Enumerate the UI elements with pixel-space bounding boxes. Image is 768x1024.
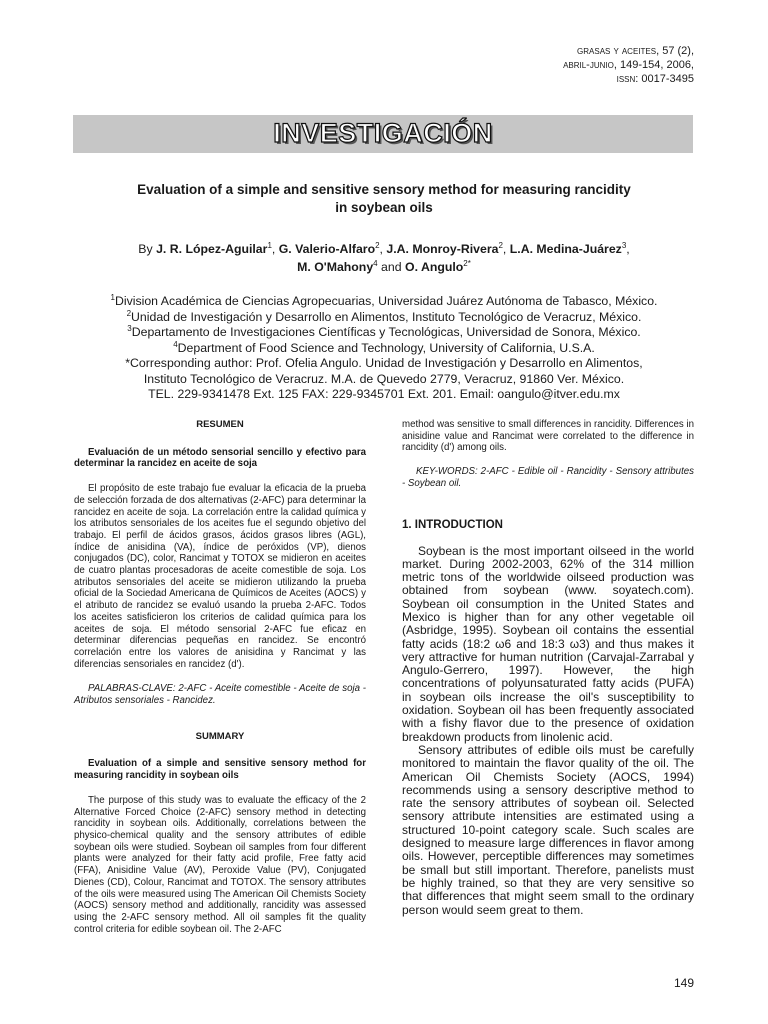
author-6-affil: 2* [463, 258, 471, 268]
author-1: J. R. López-Aguilar [156, 242, 268, 256]
summary-heading: SUMMARY [195, 730, 245, 742]
authors-line-1: By J. R. López-Aguilar$^1$, G. Valerio-Alfaro$^2$, J.A. Monroy-Rivera$^2$, L.A. Medina-Juárez$^3$, [138, 240, 630, 256]
banner-title: INVESTIGACIÓN [273, 118, 493, 148]
introduction-paragraph-1: Soybean is the most important oilseed in the world market. During 2002-2003, 62% of the 314 million metric tons of the worldwide oilseed production was obtained from soybean (www. soyatech.com). Soybean oil consumption in the United States and Mexico is higher than for any other vegetable oil (Asbridge, 1995). Soybean oil contains the essential fatty acids (18:2 ω6 and 18:3 ω3) and thus makes it very attractive for human nutrition (Carvajal-Zarrabal y Angulo-Gerrero, 1997). However, the high concentrations of polyunsaturated fatty acids (PUFA) in soybean oils increase the oil's susceptibility to oxidation. Soybean oil has been frequently associated with a fishy flavor due to the presence of oxidation breakdown products from linolenic acid. [402, 543, 694, 744]
affiliation-2: $^2$Unidad de Investigación y Desarrollo en Alimentos, Instituto Tecnológico de Veracruz, México. [126, 308, 642, 324]
title-line-1: Evaluation of a simple and sensitive sensory method for measuring rancidity [137, 182, 631, 197]
resumen-subtitle: Evaluación de un método sensorial sencillo y efectivo para determinar la rancidez en aceite de soja [74, 446, 366, 470]
page-number: 149 [673, 976, 694, 990]
author-5-affil: 4 [373, 258, 378, 268]
author-2-affil: 2 [375, 240, 380, 250]
left-column [74, 419, 366, 948]
journal-name: grasas y aceites [577, 45, 657, 57]
introduction-paragraph-2: Sensory attributes of edible oils must be carefully monitored to maintain the flavor quality of the oil. The American Oil Chemists Society (AOCS, 1994) recommends using a sensory descriptive method to rate the sensory attributes of soybean oil. Selected sensory attribute intensities are estimated using a structured 10-point category scale. Such scales are designed to measure large differences in flavor among oils. However, perceptible differences may sometimes be small but still important. Therefore, panelists must be highly trained, so that they are very sensitive so that differences that might seem small to the ordinary person would seem great to them. [402, 742, 694, 917]
summary-subtitle: Evaluation of a simple and sensitive sensory method for measuring rancidity in soybean oils [74, 758, 366, 782]
affiliation-1: $^1$Division Académica de Ciencias Agropecuarias, Universidad Juárez Autónoma de Tabasco, México. [110, 292, 658, 308]
and-label: and [381, 260, 402, 274]
introduction-heading: 1. INTRODUCTION [402, 518, 503, 531]
title-line-2: in soybean oils [335, 200, 433, 215]
author-4-affil: 3 [621, 240, 627, 250]
affiliation-4: $^4$Department of Food Science and Technology, University of California, U.S.A. [173, 339, 595, 355]
author-2: G. Valerio-Alfaro [278, 242, 376, 256]
summary-keywords: KEY-WORDS: 2-AFC - Edible oil - Rancidity - Sensory attributes - Soybean oil. [402, 466, 694, 489]
corresponding-author-1: *Corresponding author: Prof. Ofelia Angulo. Unidad de Investigación y Desarrollo en Alimentos, [125, 356, 643, 370]
author-4: L.A. Medina-Juárez [509, 242, 622, 256]
author-5: M. O'Mahony [297, 260, 374, 274]
by-label: By [138, 242, 153, 256]
right-column [402, 419, 694, 917]
journal-reference [563, 44, 694, 86]
summary-body: The purpose of this study was to evaluate the efficacy of the 2 Alternative Forced Choice (2-AFC) sensory method in detecting rancidity in soybean oils. Additionally, correlations between the physico-chemical quality and the sensory attributes of edible soybean oils were studied. Soybean oil samples from four different plants were analyzed for their fatty acid profile, Free fatty acid (FFA), Anisidine Value (AV), Peroxide Value (PV), Conjugated Dienes (CD), Colour, Rancimat and TOTOX. The sensory attributes of the oils were measured using The American Oil Chemists Society (AOCS) sensory method and additionally, rancidity was assessed using the 2-AFC sensory method. All oil samples fit the quality control criteria for edible soybean oil. The 2-AFC [74, 794, 366, 935]
author-3-affil: 2 [498, 240, 503, 250]
resumen-keywords: PALABRAS-CLAVE: 2-AFC - Aceite comestible - Aceite de soja - Atributos sensoriales - Rancidez. [74, 683, 366, 707]
section-banner [73, 115, 693, 153]
journal-line-1: grasas y aceites, 57 (2), [577, 45, 694, 57]
author-3: J.A. Monroy-Rivera [386, 242, 499, 256]
corresponding-author-2: Instituto Tecnológico de Veracruz. M.A. de Quevedo 2779, Veracruz, 91860 Ver. México. [143, 371, 625, 386]
journal-line-3 [563, 72, 694, 86]
author-list [80, 240, 688, 276]
author-1-affil: 1 [267, 240, 272, 250]
author-6: O. Angulo [405, 260, 464, 274]
journal-line-2: abril-junio, 149-154, 2006, [563, 59, 694, 71]
journal-volume: 57 (2), [662, 45, 694, 57]
affiliations [60, 294, 708, 403]
authors-line-2 [80, 258, 688, 276]
resumen-body: El propósito de este trabajo fue evaluar la eficacia de la prueba de selección forzada de dos alternativas (2-AFC) para determinar la rancidez en aceite de soja. La correlación entre la calidad química y los atributos sensoriales de los aceites fue el segundo objetivo del trabajo. El perfil de ácidos grasos, ácidos grasos libres (AGL), índice de anisidina (VA), índice de peróxidos (VP), dienos conjugados (DC), color, Rancimat y TOTOX se midieron en aceites de cuatro plantas procesadoras de aceite comestible de soja. Los atributos sensoriales del aceite se midieron utilizando la prueba oficial de la Sociedad Americana de Químicos de Aceites (AOCS) y el atributo de rancidez se evaluó usando la prueba 2-AFC. Todos los aceites satisficieron los criterios de calidad química para los aceites de soja. El método sensorial 2-AFC fue eficaz en determinar diferencias pequeñas en rancidez. Se encontró correlación entre los valores de anisidina y Rancimat y las diferencias sensoriales en rancidez (d'). [74, 483, 366, 670]
journal-pages: 149-154, 2006, [619, 59, 694, 71]
issn-value: 0017-3495 [641, 73, 694, 85]
affiliation-3: $^3$Departamento de Investigaciones Científicas y Tecnológicas, Universidad de Sonora, México. [127, 323, 641, 339]
issn-label: issn: [616, 73, 639, 85]
resumen-heading: RESUMEN [196, 419, 244, 430]
paper-title [80, 181, 688, 217]
journal-period: abril-junio [563, 59, 614, 71]
summary-body-continued: method was sensitive to small differences in rancidity. Differences in anisidine value and Rancimat were correlated to the difference in rancidity (d') among oils. [402, 419, 694, 454]
corresponding-author-contact: TEL. 229-9341478 Ext. 125 FAX: 229-9345701 Ext. 201. Email: oangulo@itver.edu.mx [148, 387, 620, 401]
